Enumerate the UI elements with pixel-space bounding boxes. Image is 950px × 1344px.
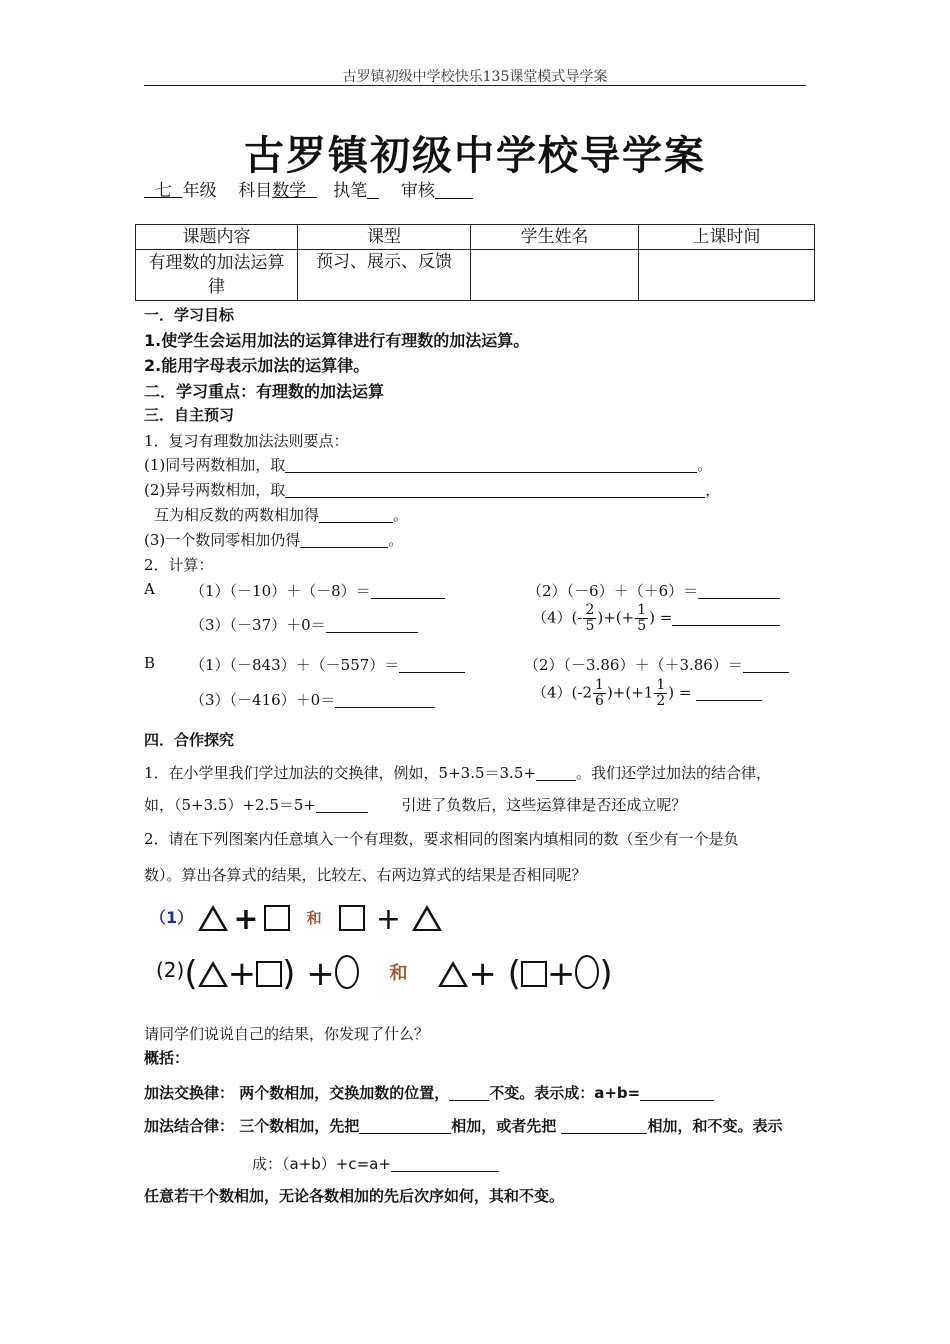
answer-blank[interactable] xyxy=(316,797,368,813)
goal-2: 2.能用字母表示加法的运算律。 xyxy=(144,356,370,375)
answer-blank[interactable] xyxy=(698,583,780,599)
square-icon[interactable] xyxy=(521,961,547,987)
triangle-icon[interactable] xyxy=(198,905,228,931)
table-header-cell: 学生姓名 xyxy=(471,225,639,250)
reviewer-label: 审核 xyxy=(400,181,435,201)
lesson-type-cell: 预习、展示、反馈 xyxy=(298,250,471,301)
paragraph-2-line-2: 数）。算出各算式的结果，比较左、右两边算式的结果是否相同呢？ xyxy=(144,866,587,884)
plus-icon: + xyxy=(306,954,335,994)
triangle-icon[interactable] xyxy=(438,961,468,987)
square-icon[interactable] xyxy=(256,961,282,987)
answer-blank[interactable] xyxy=(743,657,789,673)
class-time-cell[interactable] xyxy=(639,250,815,301)
review-question: 1．复习有理数加法法则要点： xyxy=(144,432,349,450)
meta-line xyxy=(144,176,473,201)
answer-blank[interactable] xyxy=(449,1085,489,1101)
and-label: 和 xyxy=(306,909,322,927)
problem-a2: （2）（－6）＋（＋6）＝ xyxy=(527,580,780,601)
plus-icon: + xyxy=(233,902,259,937)
fraction: $\frac{1}{5}$ xyxy=(637,602,647,634)
problem-a1: （1）（－10）＋（－8）＝ xyxy=(190,580,445,601)
associative-law-formula: 成：（a+b）+c=a+ xyxy=(252,1153,499,1174)
page-header: 古罗镇初级中学校快乐135课堂模式导学案 xyxy=(342,69,608,85)
problem-b2: （2）（－3.86）＋（＋3.86）＝ xyxy=(524,654,789,675)
circle-icon[interactable] xyxy=(335,955,359,989)
subject-value: 数学 xyxy=(272,181,307,201)
rule-line-4: (3)一个数同零相加仍得 。 xyxy=(144,531,404,549)
commutative-law: 加法交换律： 两个数相加，交换加数的位置， 不变。表示成：a+b= xyxy=(144,1082,714,1103)
answer-blank[interactable] xyxy=(359,1118,451,1134)
plus-icon: + xyxy=(227,954,257,994)
discussion-prompt: 请同学们说说自己的结果，你发现了什么？ xyxy=(144,1025,430,1043)
problem-b1: （1）（－843）＋（－557）＝ xyxy=(190,654,465,675)
figure-row-2 xyxy=(156,954,613,1002)
rule-line-1: (1)同号两数相加，取 。 xyxy=(144,456,713,474)
paren-icon: ( xyxy=(507,954,521,994)
final-conclusion: 任意若干个数相加，无论各数相加的先后次序如何，其和不变。 xyxy=(144,1187,565,1205)
subject-label: 科目 xyxy=(238,181,273,201)
circle-icon[interactable] xyxy=(575,955,599,989)
answer-blank[interactable] xyxy=(399,657,465,673)
lesson-info-table xyxy=(135,224,815,301)
plus-icon: + xyxy=(375,902,401,937)
problem-a4: （4）(- $\frac{2}{5}$ )+(+ $\frac{1}{5}$ ) = xyxy=(532,603,780,634)
fraction: $\frac{1}{6}$ xyxy=(595,677,604,709)
associative-law: 加法结合律： 三个数相加，先把 相加，或者先把 相加，和不变。表示 xyxy=(144,1117,783,1135)
section-3-heading: 三．自主预习 xyxy=(144,406,235,424)
section-1-heading: 一．学习目标 xyxy=(144,306,235,324)
answer-blank[interactable] xyxy=(640,1085,714,1101)
answer-blank[interactable] xyxy=(300,532,388,548)
reviewer-blank[interactable] xyxy=(435,181,473,199)
answer-blank[interactable] xyxy=(561,1118,647,1134)
goal-1: 1.使学生会运用加法的运算律进行有理数的加法运算。 xyxy=(144,331,530,350)
paragraph-2-line-1: 2．请在下列图案内任意填入一个有理数，要求相同的图案内填相同的数（至少有一个是负 xyxy=(144,830,739,848)
paren-icon: ) xyxy=(599,954,613,994)
fraction: $\frac{1}{2}$ xyxy=(656,677,666,709)
section-4-heading: 四．合作探究 xyxy=(144,731,235,749)
plus-icon: + xyxy=(546,954,576,994)
figure-2-label: (2) xyxy=(156,958,185,982)
answer-blank[interactable] xyxy=(285,482,705,498)
table-row xyxy=(136,250,815,301)
compute-question: 2．计算： xyxy=(144,556,214,574)
table-header-row xyxy=(136,225,815,250)
problem-a3: （3）（－37）＋0＝ xyxy=(190,614,418,635)
paren-icon: ( xyxy=(184,954,198,994)
triangle-icon[interactable] xyxy=(412,905,442,931)
answer-blank[interactable] xyxy=(696,685,762,701)
square-icon[interactable] xyxy=(339,905,365,931)
paragraph-1-line-2: 如，（5+3.5）+2.5＝5+ 引进了负数后，这些运算律是否还成立呢？ xyxy=(144,796,687,814)
answer-blank[interactable] xyxy=(672,610,780,626)
answer-blank[interactable] xyxy=(319,507,393,523)
paren-icon: ) xyxy=(282,954,296,994)
figure-row-1 xyxy=(150,902,442,938)
lesson-topic-cell: 有理数的加法运算律 xyxy=(136,250,298,301)
rule-line-3: 互为相反数的两数相加得 。 xyxy=(154,506,409,524)
group-a-label: A xyxy=(144,580,155,598)
and-label: 和 xyxy=(389,963,408,984)
problem-b4: （4）(-2 $\frac{1}{6}$ )+(+1 $\frac{1}{2}$ ) = xyxy=(532,678,762,709)
answer-blank[interactable] xyxy=(285,457,697,473)
table-header-cell: 上课时间 xyxy=(639,225,815,250)
writer-blank[interactable] xyxy=(367,181,379,199)
page-title: 古罗镇初级中学校导学案 xyxy=(244,133,706,179)
answer-blank[interactable] xyxy=(536,765,576,781)
group-b-label: B xyxy=(144,654,156,672)
answer-blank[interactable] xyxy=(335,692,435,708)
figure-1-label: （1） xyxy=(150,908,194,927)
summary-heading: 概括： xyxy=(144,1049,190,1067)
problem-b3: （3）（－416）＋0＝ xyxy=(190,689,435,710)
paragraph-1-line-1: 1．在小学里我们学过加法的交换律，例如，5+3.5＝3.5+ 。我们还学过加法的结合律， xyxy=(144,764,771,782)
fraction: $\frac{2}{5}$ xyxy=(585,602,595,634)
plus-icon: + xyxy=(468,954,497,994)
table-header-cell: 课题内容 xyxy=(136,225,298,250)
answer-blank[interactable] xyxy=(326,617,418,633)
square-icon[interactable] xyxy=(264,905,290,931)
answer-blank[interactable] xyxy=(371,583,445,599)
grade-label: 年级 xyxy=(182,181,217,201)
answer-blank[interactable] xyxy=(391,1156,499,1172)
rule-line-2: (2)异号两数相加，取 ， xyxy=(144,481,721,499)
grade-value: 七 xyxy=(154,181,172,201)
header-divider xyxy=(144,85,806,86)
triangle-icon[interactable] xyxy=(198,961,228,987)
student-name-cell[interactable] xyxy=(471,250,639,301)
section-2-heading: 二．学习重点：有理数的加法运算 xyxy=(144,382,385,401)
table-header-cell: 课型 xyxy=(298,225,471,250)
writer-label: 执笔 xyxy=(333,181,368,201)
